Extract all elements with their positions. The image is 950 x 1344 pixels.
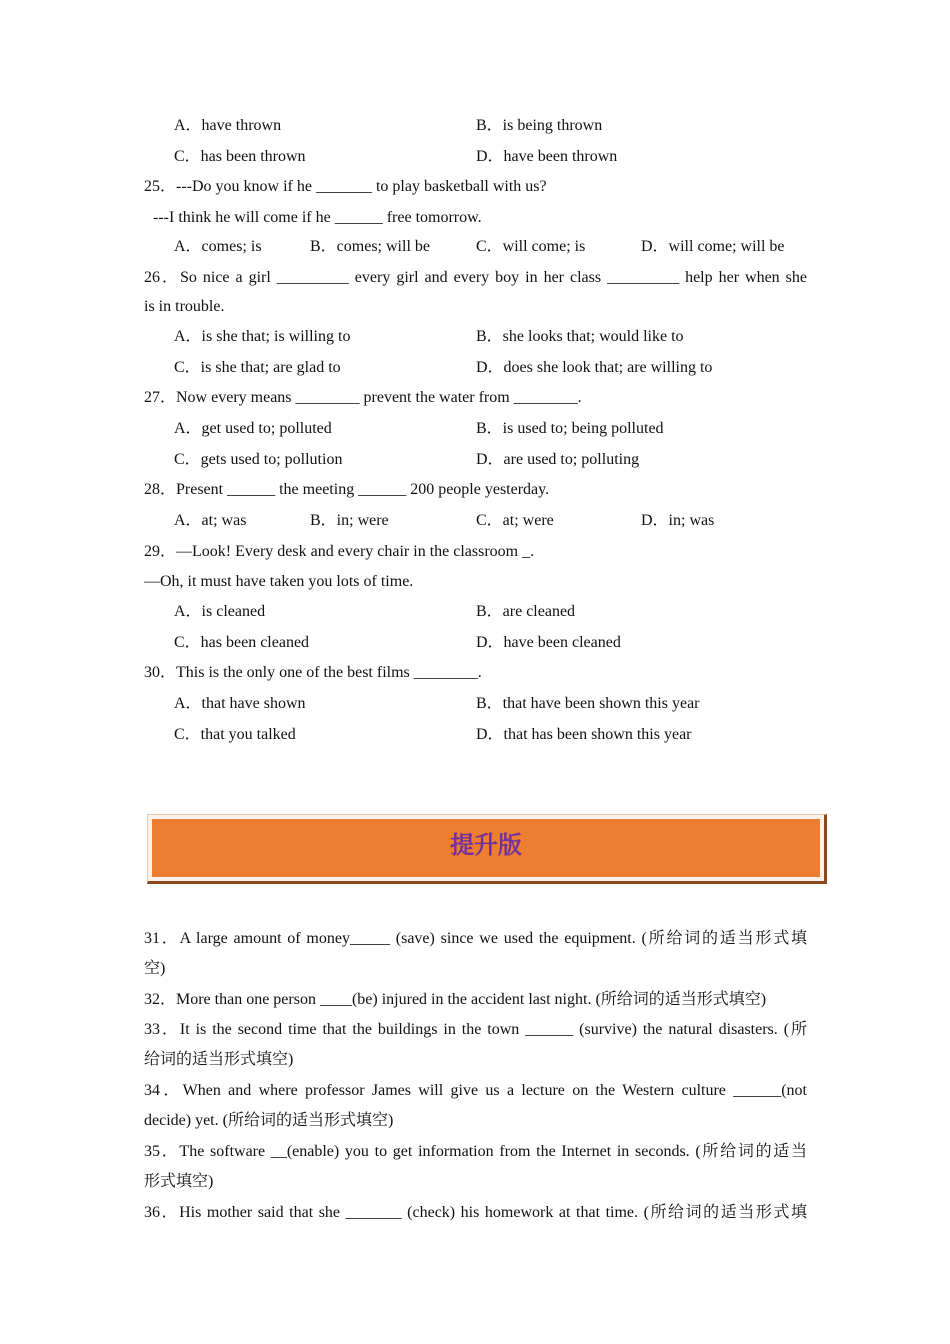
q25-stem: 25．---Do you know if he _______ to play basketball with us? (144, 178, 547, 195)
q24-option-d: D．have been thrown (476, 148, 618, 165)
q31-stem: 31．A large amount of money_____ (save) since we used the equipment. (所给词的适当形式填 (144, 930, 807, 947)
q30-option-a: A．that have shown (174, 695, 306, 712)
q35-stem-cont: 形式填空) (144, 1173, 214, 1190)
q25-option-c: C．will come; is (476, 238, 586, 255)
q34-stem-cont: decide) yet. (所给词的适当形式填空) (144, 1112, 394, 1129)
q25-reply: ---I think he will come if he ______ free tomorrow. (153, 209, 482, 226)
q25-option-a: A．comes; is (174, 238, 262, 255)
q25-option-b: B．comes; will be (310, 238, 430, 255)
q27-option-b: B．is used to; being polluted (476, 420, 664, 437)
q32-stem: 32．More than one person ____(be) injured in the accident last night. (所给词的适当形式填空) (144, 991, 767, 1008)
q28-option-d: D．in; was (641, 512, 715, 529)
q24-option-b: B．is being thrown (476, 117, 603, 134)
q33-stem-cont: 给词的适当形式填空) (144, 1051, 294, 1068)
q24-option-c: C．has been thrown (174, 148, 306, 165)
q27-stem: 27．Now every means ________ prevent the water from ________. (144, 389, 582, 406)
q26-stem: 26．So nice a girl _________ every girl and every boy in her class _________ help her when she (144, 269, 808, 286)
q35-stem: 35．The software __(enable) you to get information from the Internet in seconds. (所给词的适当 (144, 1143, 807, 1160)
q28-option-a: A．at; was (174, 512, 247, 529)
q30-option-d: D．that has been shown this year (476, 726, 692, 743)
q28-option-b: B．in; were (310, 512, 389, 529)
q27-option-c: C．gets used to; pollution (174, 451, 343, 468)
q29-option-b: B．are cleaned (476, 603, 576, 620)
q26-option-a: A．is she that; is willing to (174, 328, 351, 345)
q29-stem: 29．—Look! Every desk and every chair in the classroom _. (144, 543, 535, 560)
q26-option-b: B．she looks that; would like to (476, 328, 684, 345)
q31-stem-cont: 空) (144, 960, 166, 977)
q30-stem: 30．This is the only one of the best films ________. (144, 664, 482, 681)
q27-option-a: A．get used to; polluted (174, 420, 332, 437)
q24-option-a: A．have thrown (174, 117, 282, 134)
q29-option-c: C．has been cleaned (174, 634, 310, 651)
q29-reply: —Oh, it must have taken you lots of time. (144, 573, 414, 590)
q30-option-c: C．that you talked (174, 726, 296, 743)
q36-stem: 36．His mother said that she _______ (check) his homework at that time. (所给词的适当形式填 (144, 1204, 807, 1221)
section-title: 提升版 (450, 831, 522, 859)
q26-option-d: D．does she look that; are willing to (476, 359, 713, 376)
q29-option-d: D．have been cleaned (476, 634, 621, 651)
q28-stem: 28．Present ______ the meeting ______ 200 people yesterday. (144, 481, 550, 498)
q28-option-c: C．at; were (476, 512, 554, 529)
q34-stem: 34．When and where professor James will give us a lecture on the Western culture ______(not (144, 1082, 807, 1099)
q26-option-c: C．is she that; are glad to (174, 359, 341, 376)
q29-option-a: A．is cleaned (174, 603, 266, 620)
q27-option-d: D．are used to; polluting (476, 451, 640, 468)
q25-option-d: D．will come; will be (641, 238, 785, 255)
section-banner-fill (152, 819, 820, 877)
section-banner (147, 814, 827, 884)
q33-stem: 33．It is the second time that the buildings in the town ______ (survive) the natural disasters. (所 (144, 1021, 808, 1038)
q26-stem-cont: is in trouble. (144, 298, 225, 315)
q30-option-b: B．that have been shown this year (476, 695, 700, 712)
